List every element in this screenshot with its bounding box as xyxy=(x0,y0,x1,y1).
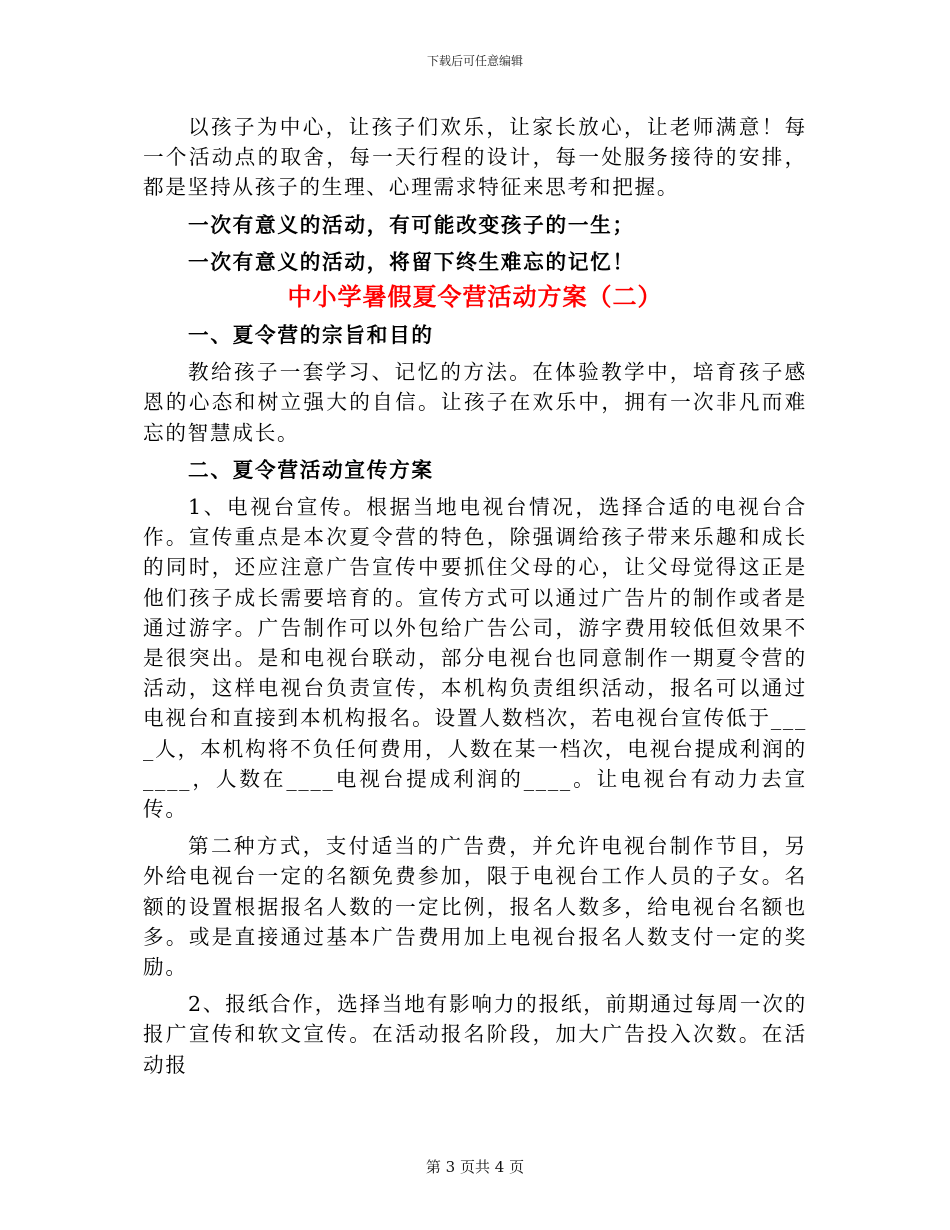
page-footer: 第 3 页共 4 页 xyxy=(425,1158,525,1176)
section-2-heading: 二、夏令营活动宣传方案 xyxy=(188,457,434,482)
slogan-line-2: 一次有意义的活动，将留下终生难忘的记忆！ xyxy=(188,249,635,274)
intro-paragraph: 以孩子为中心，让孩子们欢乐，让家长放心，让老师满意！每一个活动点的取舍，每一天行程的设计，每一处服务接待的安排，都是坚持从孩子的生理、心理需求特征来思考和把握。 xyxy=(143,115,807,200)
page-header: 下载后可任意编辑 xyxy=(426,54,523,68)
slogan-line-1: 一次有意义的活动，有可能改变孩子的一生； xyxy=(188,212,635,237)
section-2-item-1: 1、电视台宣传。根据当地电视台情况，选择合适的电视台合作。宣传重点是本次夏令营的特色，除强调给孩子带来乐趣和成长的同时，还应注意广告宣传中要抓住父母的心，让父母觉得这正是他们孩子成长需要培育的。宣传方式可以通过广告片的制作或者是通过游字。广告制作可以外包给广告公司，游字费用较低但效果不是很突出。是和电视台联动，部分电视台也同意制作一期夏令营的活动，这样电视台负责宣传，本机构负责组织活动，报名可以通过电视台和直接到本机构报名。设置人数档次，若电视台宣传低于____人，本机构将不负任何费用，人数在某一档次，电视台提成利润的____，人数在____电视台提成利润的____。让电视台有动力去宣传。 xyxy=(143,495,807,822)
section-1-heading: 一、夏令营的宗旨和目的 xyxy=(188,323,434,348)
section-2-item-1-alt: 第二种方式，支付适当的广告费，并允许电视台制作节目，另外给电视台一定的名额免费参加，限于电视台工作人员的子女。名额的设置根据报名人数的一定比例，报名人数多，给电视台名额也多。或是直接通过基本广告费用加上电视台报名人数支付一定的奖励。 xyxy=(143,834,807,980)
document-body xyxy=(143,112,807,1080)
document-title: 中小学暑假夏令营活动方案（二） xyxy=(287,282,663,312)
section-2-item-2: 2、报纸合作，选择当地有影响力的报纸，前期通过每周一次的报广宣传和软文宣传。在活动报名阶段，加大广告投入次数。在活动报 xyxy=(143,992,807,1077)
section-1-body: 教给孩子一套学习、记忆的方法。在体验教学中，培育孩子感恩的心态和树立强大的自信。让孩子在欢乐中，拥有一次非凡而难忘的智慧成长。 xyxy=(143,360,807,445)
